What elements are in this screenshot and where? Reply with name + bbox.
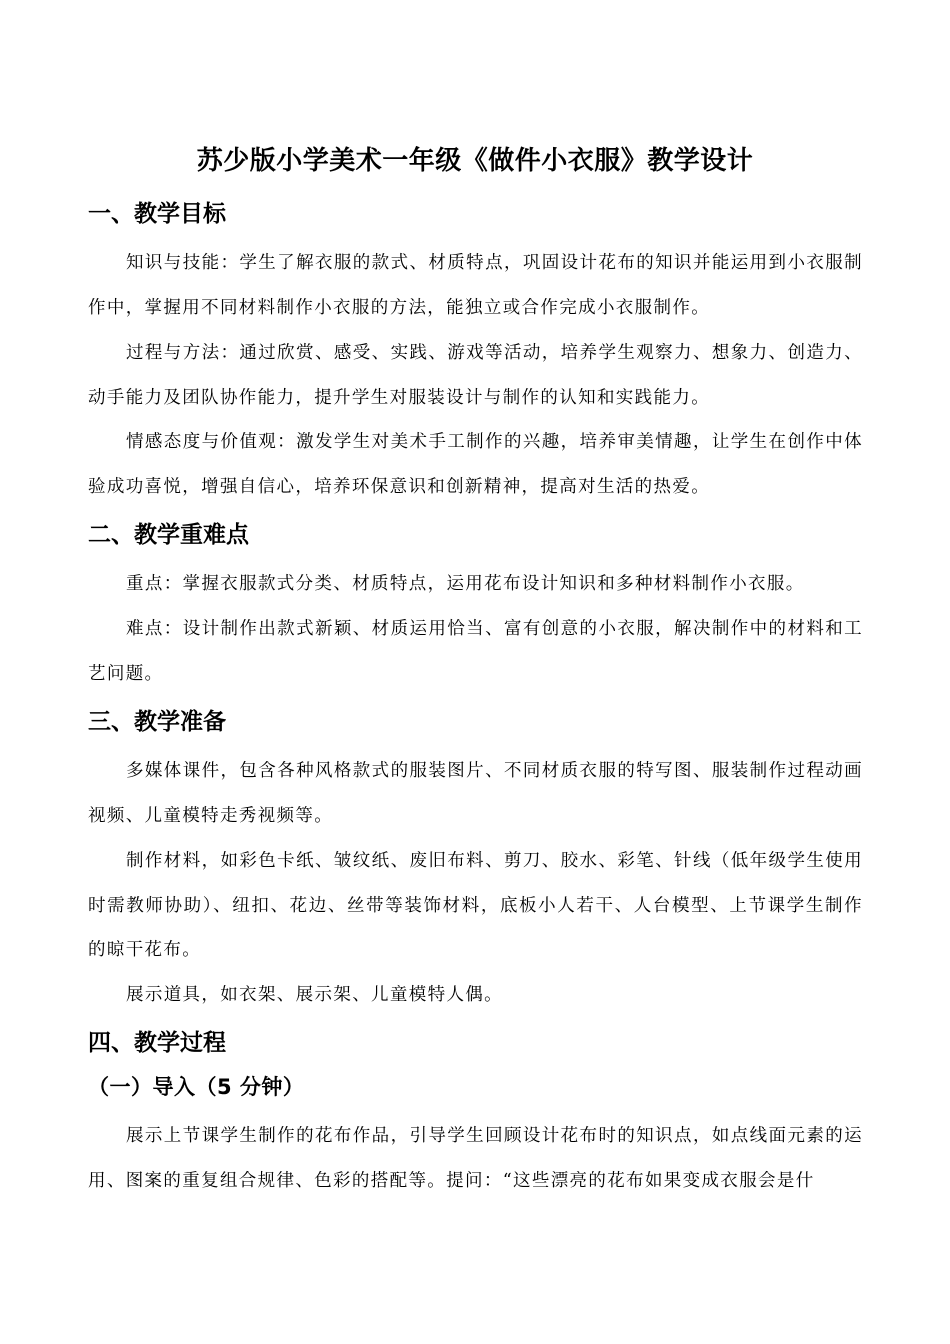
section-heading-preparation: 三、教学准备	[88, 709, 226, 735]
section-heading-process: 四、教学过程	[88, 1030, 226, 1056]
paragraph-knowledge-skills: 知识与技能：学生了解衣服的款式、材质特点，巩固设计花布的知识并能运用到小衣服制作中，掌握用不同材料制作小衣服的方法，能独立或合作完成小衣服制作。	[88, 253, 863, 318]
paragraph-difficulty: 难点：设计制作出款式新颖、材质运用恰当、富有创意的小衣服，解决制作中的材料和工艺问题。	[88, 619, 863, 684]
paragraph-emotional-values: 情感态度与价值观：激发学生对美术手工制作的兴趣，培养审美情趣，让学生在创作中体验成功喜悦，增强自信心，培养环保意识和创新精神，提高对生活的热爱。	[88, 432, 863, 497]
paragraph-props: 展示道具，如衣架、展示架、儿童模特人偶。	[126, 985, 503, 1005]
paragraph-multimedia: 多媒体课件，包含各种风格款式的服装图片、不同材质衣服的特写图、服装制作过程动画视频、儿童模特走秀视频等。	[88, 761, 863, 826]
paragraph-process-methods: 过程与方法：通过欣赏、感受、实践、游戏等活动，培养学生观察力、想象力、创造力、动手能力及团队协作能力，提升学生对服装设计与制作的认知和实践能力。	[88, 343, 863, 408]
subsection-heading-intro: （一）导入（5 分钟）	[88, 1075, 305, 1099]
section-heading-key-points: 二、教学重难点	[88, 522, 249, 548]
paragraph-intro: 展示上节课学生制作的花布作品，引导学生回顾设计花布时的知识点，如点线面元素的运用、图案的重复组合规律、色彩的搭配等。提问：“这些漂亮的花布如果变成衣服会是什	[88, 1126, 863, 1191]
section-heading-objectives: 一、教学目标	[88, 201, 226, 227]
paragraph-key-point: 重点：掌握衣服款式分类、材质特点，运用花布设计知识和多种材料制作小衣服。	[126, 574, 805, 594]
paragraph-materials: 制作材料，如彩色卡纸、皱纹纸、废旧布料、剪刀、胶水、彩笔、针线（低年级学生使用时需教师协助）、纽扣、花边、丝带等装饰材料，底板小人若干、人台模型、上节课学生制作的晾干花布。	[88, 851, 863, 960]
document-title: 苏少版小学美术一年级《做件小衣服》教学设计	[196, 146, 754, 176]
